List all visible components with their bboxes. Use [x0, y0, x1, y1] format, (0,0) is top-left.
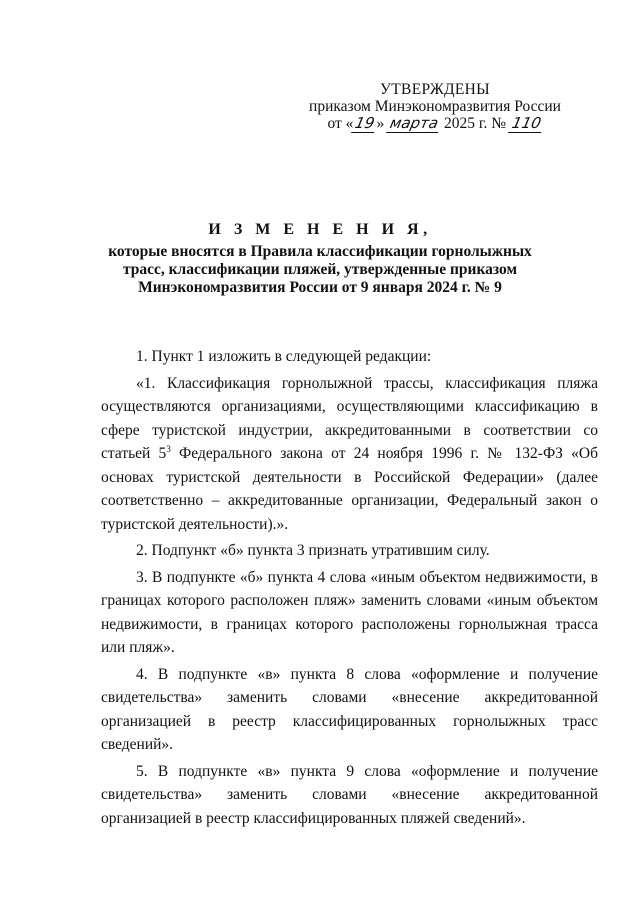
paragraph-2-part-a: «1. Классификация горнолыжной трассы, классификация пляжа осуществляются организациями, осуществляющими классификацию в сфере туристской индустрии, аккредитованными в соответствии со статьей 5	[101, 374, 598, 462]
approval-date-line	[300, 115, 570, 133]
paragraph-2	[101, 372, 598, 537]
handwritten-day: 19	[352, 115, 379, 133]
handwritten-month: марта	[386, 115, 442, 133]
paragraph-4: 3. В подпункте «б» пункта 4 слова «иным объектом недвижимости, в границах которого расположен пляж» заменить словами «иным объектом недвижимости, в границах которого расположены горнолыжная трасса или пляж».	[101, 568, 598, 656]
handwritten-number: 110	[508, 115, 544, 133]
paragraph-1: 1. Пункт 1 изложить в следующей редакции:	[136, 348, 432, 365]
approval-line: приказом Минэкономразвития России	[309, 98, 561, 115]
document-subtitle: которые вносятся в Правила классификации горнолыжных трасс, классификации пляжей, утвержденные приказом Минэкономразвития России от 9 января 2024 г. № 9	[108, 243, 532, 296]
paragraph-6: 5. В подпункте «в» пункта 9 слова «оформление и получение свидетельства» заменить словами «внесение аккредитованной организацией в реестр классифицированных пляжей сведений».	[101, 762, 598, 827]
approval-stamp	[300, 81, 570, 133]
year-text: 2025 г. №	[440, 115, 510, 132]
document-body	[101, 345, 598, 833]
mid-text: »	[376, 115, 389, 132]
article-superscript: 3	[166, 443, 171, 454]
paragraph-2-part-b: Федерального закона от 24 ноября 1996 г. № 132-ФЗ «Об основах туристской деятельности в Российской Федерации» (далее соответственно – аккредитованные организации, Федеральный закон о туристской деятельности).».	[101, 445, 598, 533]
from-text: от «	[327, 115, 354, 132]
document-title: И З М Е Н Е Н И Я,	[208, 221, 432, 238]
approval-title: УТВЕРЖДЕНЫ	[380, 81, 490, 98]
paragraph-3: 2. Подпункт «б» пункта 3 признать утратившим силу.	[136, 542, 490, 559]
paragraph-5: 4. В подпункте «в» пункта 8 слова «оформление и получение свидетельства» заменить словами «внесение аккредитованной организацией в реестр классифицированных горнолыжных трасс сведений».	[101, 665, 598, 753]
